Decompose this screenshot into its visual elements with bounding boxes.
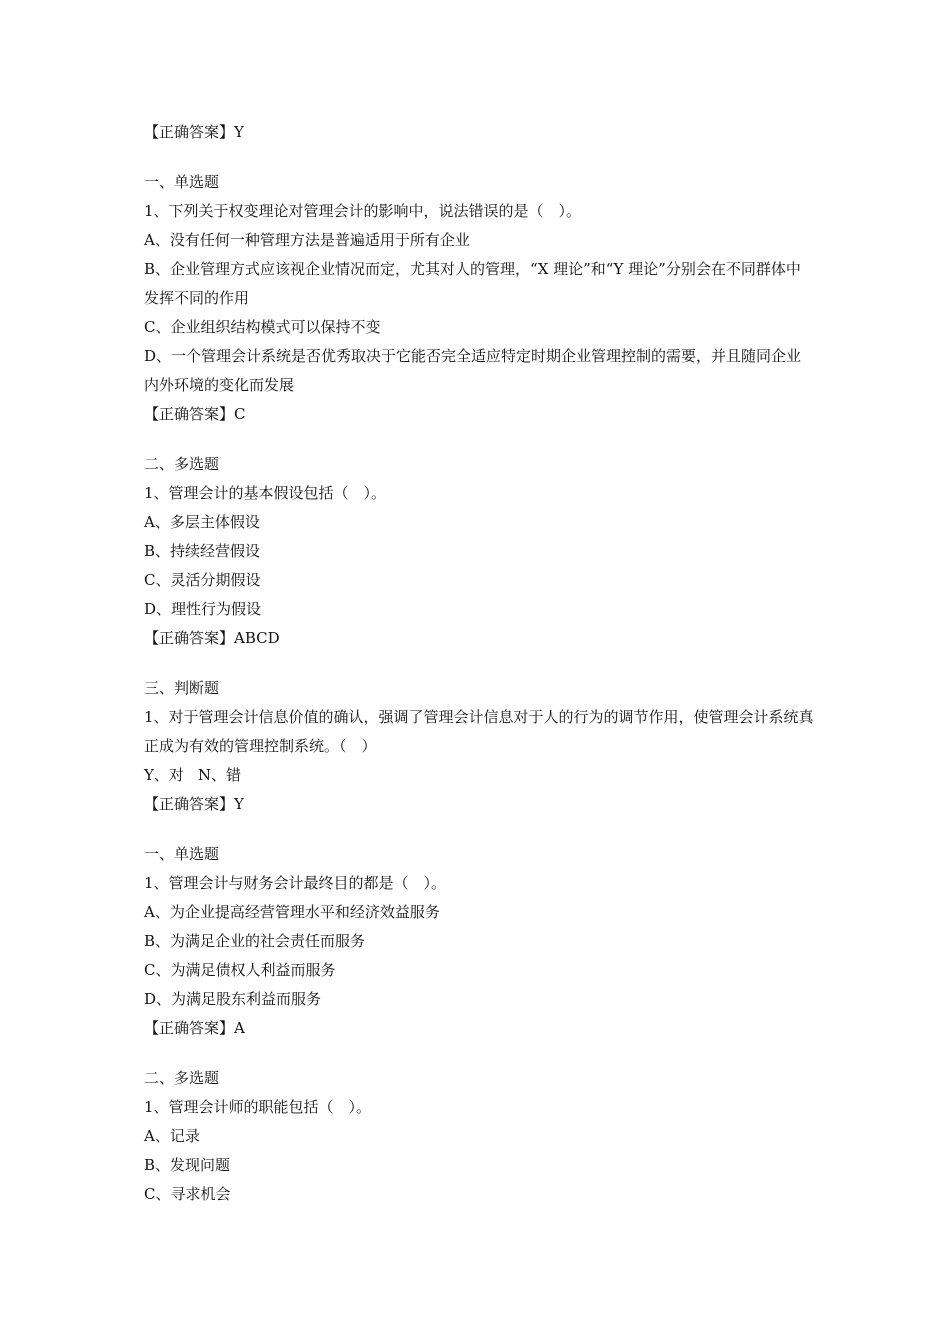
section-heading: 一、单选题 <box>144 173 220 191</box>
option-d: D、一个管理会计系统是否优秀取决于它能否完全适应特定时期企业管理控制的需要，并且随同企业内外环境的变化而发展 <box>144 347 802 394</box>
option-a: A、为企业提高经营管理水平和经济效益服务 <box>144 903 440 921</box>
question-text: 1、对于管理会计信息价值的确认，强调了管理会计信息对于人的行为的调节作用，使管理会计系统真正成为有效的管理控制系统。（ ） <box>144 708 814 755</box>
option-b: B、持续经营假设 <box>144 542 261 560</box>
option-d: D、为满足股东利益而服务 <box>144 990 322 1008</box>
option-b: B、为满足企业的社会责任而服务 <box>144 932 366 950</box>
option-c: C、为满足债权人利益而服务 <box>144 961 336 979</box>
section-heading: 二、多选题 <box>144 455 220 473</box>
question-text: 1、管理会计师的职能包括（ ）。 <box>144 1098 372 1116</box>
true-false-options <box>144 761 814 790</box>
option-c: C、企业组织结构模式可以保持不变 <box>144 318 381 336</box>
answer-line: 【正确答案】C <box>144 405 246 423</box>
question-text: 1、管理会计与财务会计最终目的都是（ ）。 <box>144 874 447 892</box>
question-text: 1、管理会计的基本假设包括（ ）。 <box>144 484 387 502</box>
section-gap <box>144 819 814 840</box>
document-page <box>144 118 814 1209</box>
question-text: 1、下列关于权变理论对管理会计的影响中，说法错误的是（ ）。 <box>144 202 582 220</box>
section-gap <box>144 1043 814 1064</box>
answer-line: 【正确答案】Y <box>144 795 244 813</box>
option-a: A、多层主体假设 <box>144 513 260 531</box>
option-b: B、企业管理方式应该视企业情况而定，尤其对人的管理，“X 理论”和“Y 理论”分别会在不同群体中发挥不同的作用 <box>144 260 801 307</box>
option-true: Y、对 <box>144 766 184 784</box>
option-a: A、记录 <box>144 1127 200 1145</box>
answer-line: 【正确答案】A <box>144 1019 245 1037</box>
option-a: A、没有任何一种管理方法是普遍适用于所有企业 <box>144 231 470 249</box>
section-heading: 一、单选题 <box>144 845 220 863</box>
section-heading: 三、判断题 <box>144 679 220 697</box>
section-gap <box>144 653 814 674</box>
answer-line: 【正确答案】Y <box>144 123 244 141</box>
section-heading: 二、多选题 <box>144 1069 220 1087</box>
section-gap <box>144 147 814 168</box>
option-b: B、发现问题 <box>144 1156 231 1174</box>
option-c: C、寻求机会 <box>144 1185 231 1203</box>
section-gap <box>144 429 814 450</box>
option-d: D、理性行为假设 <box>144 600 262 618</box>
answer-line: 【正确答案】ABCD <box>144 629 280 647</box>
option-false: N、错 <box>197 766 242 784</box>
option-c: C、灵活分期假设 <box>144 571 261 589</box>
